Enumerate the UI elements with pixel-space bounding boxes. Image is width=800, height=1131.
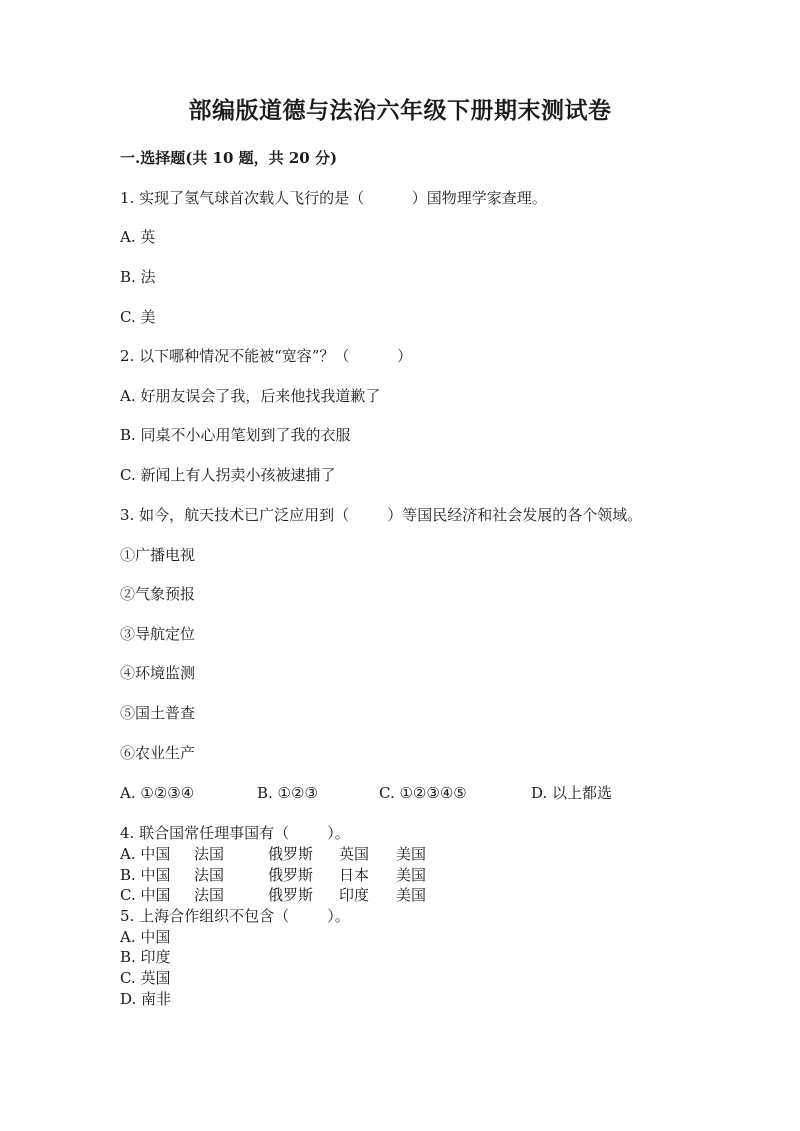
question-4-row-a-col-2: 法国 [194,845,225,863]
question-2-stem: 2. 以下哪种情况不能被“宽容”？（ ） [120,347,413,365]
question-1-option-c: C. 美 [120,308,156,326]
question-4-row-c-col-3: 俄罗斯 [268,886,314,904]
question-5-option-a: A. 中国 [120,928,171,946]
question-5-option-b: B. 印度 [120,948,171,966]
question-4-row-c-col-1: C. 中国 [120,886,171,904]
question-3-option-c: C. ①②③④⑤ [379,784,467,802]
question-4-row-c-col-5: 美国 [396,886,427,904]
question-4-stem: 4. 联合国常任理事国有（ ）。 [120,824,350,842]
page-title: 部编版道德与法治六年级下册期末测试卷 [188,97,612,124]
question-4-row-c-col-2: 法国 [194,886,225,904]
question-5-option-c: C. 英国 [120,969,171,987]
question-1-option-a: A. 英 [120,228,156,246]
question-1-option-b: B. 法 [120,268,156,286]
question-4-row-c-col-4: 印度 [339,886,370,904]
question-4-row-a-col-3: 俄罗斯 [268,845,314,863]
question-4-row-b-col-2: 法国 [194,866,225,884]
question-5-stem: 5. 上海合作组织不包含（ ）。 [120,907,350,925]
question-2-option-b: B. 同桌不小心用笔划到了我的衣服 [120,426,351,444]
question-3-item-1: ①广播电视 [120,546,196,564]
question-4-row-b-col-4: 日本 [339,866,370,884]
question-3-option-b: B. ①②③ [257,784,318,802]
section-heading: 一.选择题(共 10 题，共 20 分) [120,149,338,167]
question-3-stem: 3. 如今，航天技术已广泛应用到（ ）等国民经济和社会发展的各个领域。 [120,506,643,524]
question-3-item-3: ③导航定位 [120,625,196,643]
question-3-item-4: ④环境监测 [120,664,196,682]
question-4-row-a-col-5: 美国 [396,845,427,863]
question-4-row-b-col-3: 俄罗斯 [268,866,314,884]
question-3-item-5: ⑤国土普查 [120,704,196,722]
question-2-option-c: C. 新闻上有人拐卖小孩被逮捕了 [120,466,336,484]
question-5-option-d: D. 南非 [120,990,172,1008]
question-4-row-a-col-4: 英国 [339,845,370,863]
question-4-row-b-col-5: 美国 [396,866,427,884]
question-3-option-d: D. 以上都选 [531,784,613,802]
question-1-stem: 1. 实现了氢气球首次载人飞行的是（ ）国物理学家查理。 [120,189,547,207]
question-3-item-6: ⑥农业生产 [120,744,196,762]
question-3-item-2: ②气象预报 [120,585,196,603]
question-4-row-b-col-1: B. 中国 [120,866,171,884]
question-2-option-a: A. 好朋友误会了我，后来他找我道歉了 [120,387,381,405]
question-4-row-a-col-1: A. 中国 [120,845,171,863]
question-3-option-a: A. ①②③④ [120,784,195,802]
